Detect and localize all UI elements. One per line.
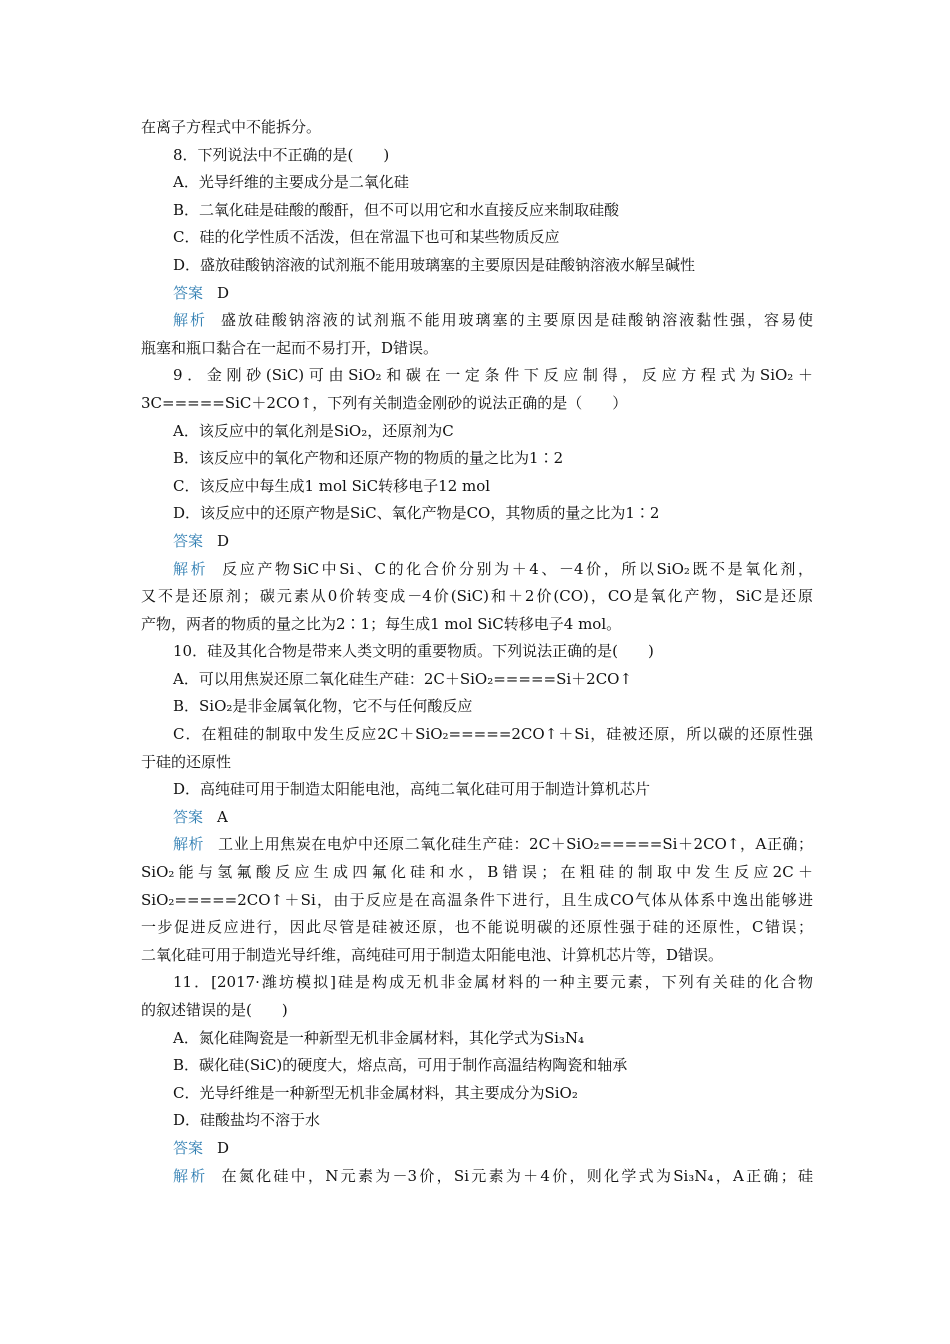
answer-line (141, 1135, 813, 1163)
option-d: D．该反应中的还原产物是SiC、氧化产物是CO，其物质的量之比为1∶2 (173, 504, 660, 523)
text-line: 于硅的还原性 (141, 752, 232, 771)
analysis-line (141, 307, 813, 335)
answer-line (141, 528, 813, 556)
option-c: C．硅的化学性质不活泼，但在常温下也可和某些物质反应 (173, 228, 560, 247)
option-b: B．SiO₂是非金属氧化物，它不与任何酸反应 (173, 697, 473, 716)
text-line: 在离子方程式中不能拆分。 (141, 118, 322, 136)
question-8: 8．下列说法中不正确的是( ) (173, 145, 390, 164)
option-a: A．氮化硅陶瓷是一种新型无机非金属材料，其化学式为Si₃N₄ (173, 1028, 585, 1047)
option-d: D．高纯硅可用于制造太阳能电池，高纯二氧化硅可用于制造计算机芯片 (173, 780, 651, 799)
text-line: SiO₂=====2CO↑＋Si，由于反应是在高温条件下进行，且生成CO气体从体系中逸出能够进 (141, 890, 813, 909)
text-line: 3C=====SiC＋2CO↑，下列有关制造金刚砂的说法正确的是（ ） (141, 393, 628, 412)
option-c: C．在粗硅的制取中发生反应2C＋SiO₂=====2CO↑＋Si，硅被还原，所以碳的还原性强 (173, 725, 813, 744)
analysis-label: 解析 (173, 835, 205, 854)
analysis-text: 在氮化硅中，N元素为－3价，Si元素为＋4价，则化学式为Si₃N₄，A正确；硅 (221, 1166, 813, 1185)
analysis-text: 反应产物SiC中Si、C的化合价分别为＋4、－4价，所以SiO₂既不是氧化剂， (222, 559, 813, 578)
option-c: C．该反应中每生成1 mol SiC转移电子12 mol (173, 476, 491, 495)
question-9: 9．金刚砂(SiC)可由SiO₂和碳在一定条件下反应制得，反应方程式为SiO₂＋ (173, 366, 813, 385)
analysis-text: 工业上用焦炭在电炉中还原二氧化硅生产硅：2C＋SiO₂=====Si＋2CO↑，A正确； (218, 835, 813, 854)
text-line: SiO₂能与氢氟酸反应生成四氟化硅和水，B错误；在粗硅的制取中发生反应2C＋ (141, 863, 813, 882)
option-a: A．可以用焦炭还原二氧化硅生产硅：2C＋SiO₂=====Si＋2CO↑ (173, 669, 633, 688)
text-line: 一步促进反应进行，因此尽管是硅被还原，也不能说明碳的还原性强于硅的还原性，C错误； (141, 918, 813, 937)
analysis-line (141, 556, 813, 584)
text-line: 二氧化硅可用于制造光导纤维，高纯硅可用于制造太阳能电池、计算机芯片等，D错误。 (141, 945, 724, 964)
option-c: C．光导纤维是一种新型无机非金属材料，其主要成分为SiO₂ (173, 1083, 578, 1102)
analysis-label: 解析 (173, 1166, 208, 1185)
document-body (141, 114, 813, 1190)
text-line: 又不是还原剂；碳元素从0价转变成－4价(SiC)和＋2价(CO)，CO是氧化产物，SiC是还原 (141, 587, 813, 606)
option-b: B．该反应中的氧化产物和还原产物的物质的量之比为1∶2 (173, 449, 564, 468)
text-line: 瓶塞和瓶口黏合在一起而不易打开，D错误。 (141, 338, 439, 357)
analysis-label: 解析 (173, 311, 207, 330)
text-line: 产物，两者的物质的量之比为2∶1；每生成1 mol SiC转移电子4 mol。 (141, 614, 622, 633)
text-line: 的叙述错误的是( ) (141, 1001, 288, 1019)
option-d: D．盛放硅酸钠溶液的试剂瓶不能用玻璃塞的主要原因是硅酸钠溶液水解呈碱性 (173, 255, 696, 274)
option-b: B．二氧化硅是硅酸的酸酐，但不可以用它和水直接反应来制取硅酸 (173, 200, 620, 219)
answer-value: D (217, 531, 230, 550)
analysis-text: 盛放硅酸钠溶液的试剂瓶不能用玻璃塞的主要原因是硅酸钠溶液黏性强，容易使 (220, 311, 813, 330)
option-a: A．该反应中的氧化剂是SiO₂，还原剂为C (173, 421, 454, 440)
answer-value: D (217, 283, 230, 302)
answer-line (141, 280, 813, 308)
answer-label: 答案 (173, 531, 204, 550)
option-d: D．硅酸盐均不溶于水 (173, 1111, 321, 1130)
analysis-line (141, 831, 813, 859)
answer-label: 答案 (173, 1138, 204, 1157)
option-a: A．光导纤维的主要成分是二氧化硅 (173, 173, 409, 192)
analysis-label: 解析 (173, 559, 209, 578)
analysis-line (141, 1163, 813, 1191)
answer-label: 答案 (173, 807, 204, 826)
answer-value: D (217, 1138, 230, 1157)
answer-label: 答案 (173, 283, 204, 302)
question-10: 10．硅及其化合物是带来人类文明的重要物质。下列说法正确的是( ) (173, 642, 654, 661)
answer-line (141, 804, 813, 832)
question-11: 11．[2017·潍坊模拟]硅是构成无机非金属材料的一种主要元素，下列有关硅的化合物 (173, 973, 813, 992)
answer-value: A (217, 807, 228, 826)
option-b: B．碳化硅(SiC)的硬度大，熔点高，可用于制作高温结构陶瓷和轴承 (173, 1056, 628, 1075)
